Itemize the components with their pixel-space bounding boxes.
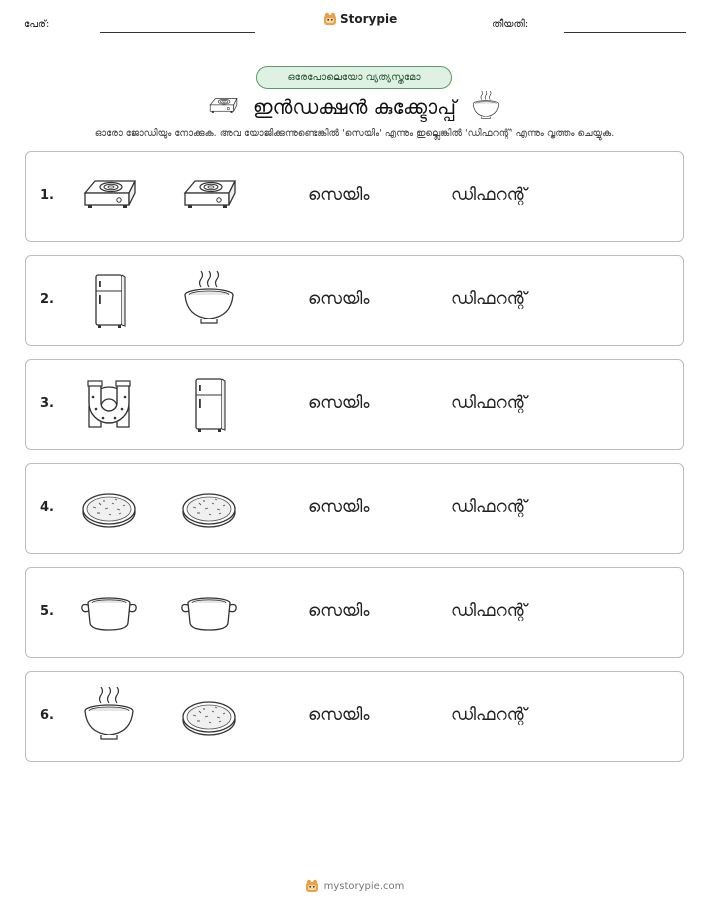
different-option[interactable]: ഡിഫറന്റ് (451, 705, 527, 725)
question-number: 4. (40, 500, 54, 515)
date-field[interactable] (564, 32, 686, 33)
question-number: 5. (40, 604, 54, 619)
brand-logo (323, 12, 397, 26)
cooktop-icon (207, 91, 239, 123)
cooktop-icon (179, 167, 239, 227)
cooking-pot-icon (179, 583, 239, 643)
cooktop-icon (79, 167, 139, 227)
same-option[interactable]: സെയിം (308, 393, 370, 413)
date-label: തീയതി: (492, 19, 529, 30)
different-option[interactable]: ഡിഫറന്റ് (451, 393, 527, 413)
fridge-icon (179, 375, 239, 435)
different-option[interactable]: ഡിഫറന്റ് (451, 185, 527, 205)
different-option[interactable]: ഡിഫറന്റ് (451, 289, 527, 309)
same-option[interactable]: സെയിം (308, 185, 370, 205)
same-option[interactable]: സെയിം (308, 601, 370, 621)
cooking-pot-icon (79, 583, 139, 643)
question-number: 2. (40, 292, 54, 307)
soup-bowl-icon (79, 687, 139, 747)
horseshoe-magnet-icon (79, 375, 139, 435)
title-row (0, 90, 709, 124)
name-label: പേര്: (24, 19, 50, 30)
page-title: ഇൻഡക്ഷൻ കുക്ക്ടോപ്പ് (252, 95, 457, 119)
same-option[interactable]: സെയിം (308, 705, 370, 725)
question-card-1 (25, 151, 684, 242)
question-card-3 (25, 359, 684, 450)
question-number: 3. (40, 396, 54, 411)
flatbread-icon (179, 687, 239, 747)
brand-name: Storypie (340, 12, 398, 26)
question-card-4 (25, 463, 684, 554)
different-option[interactable]: ഡിഫറന്റ് (451, 497, 527, 517)
question-number: 6. (40, 708, 54, 723)
flatbread-icon (79, 479, 139, 539)
name-field[interactable] (100, 32, 255, 33)
soup-bowl-icon (470, 91, 502, 123)
worksheet-header (0, 0, 709, 40)
storypie-logo-icon (323, 12, 337, 26)
footer-site-link[interactable]: mystorypie.com (323, 880, 405, 892)
question-number: 1. (40, 188, 54, 203)
footer (0, 879, 709, 893)
question-card-5 (25, 567, 684, 658)
question-card-2 (25, 255, 684, 346)
same-option[interactable]: സെയിം (308, 289, 370, 309)
soup-bowl-icon (179, 271, 239, 331)
worksheet-type-badge: ഒരേപോലെയോ വ്യത്യസ്തമോ (256, 66, 452, 89)
storypie-logo-icon (305, 879, 319, 893)
flatbread-icon (179, 479, 239, 539)
different-option[interactable]: ഡിഫറന്റ് (451, 601, 527, 621)
fridge-icon (79, 271, 139, 331)
question-card-6 (25, 671, 684, 762)
instructions: ഓരോ ജോഡിയും നോക്കുക. അവ യോജിക്കുന്നുണ്ടെങ്കിൽ 'സെയിം' എന്നും ഇല്ലെങ്കിൽ 'ഡിഫറന്റ്' എന്നും വൃത്തം ചെയ്യുക. (94, 128, 615, 139)
same-option[interactable]: സെയിം (308, 497, 370, 517)
